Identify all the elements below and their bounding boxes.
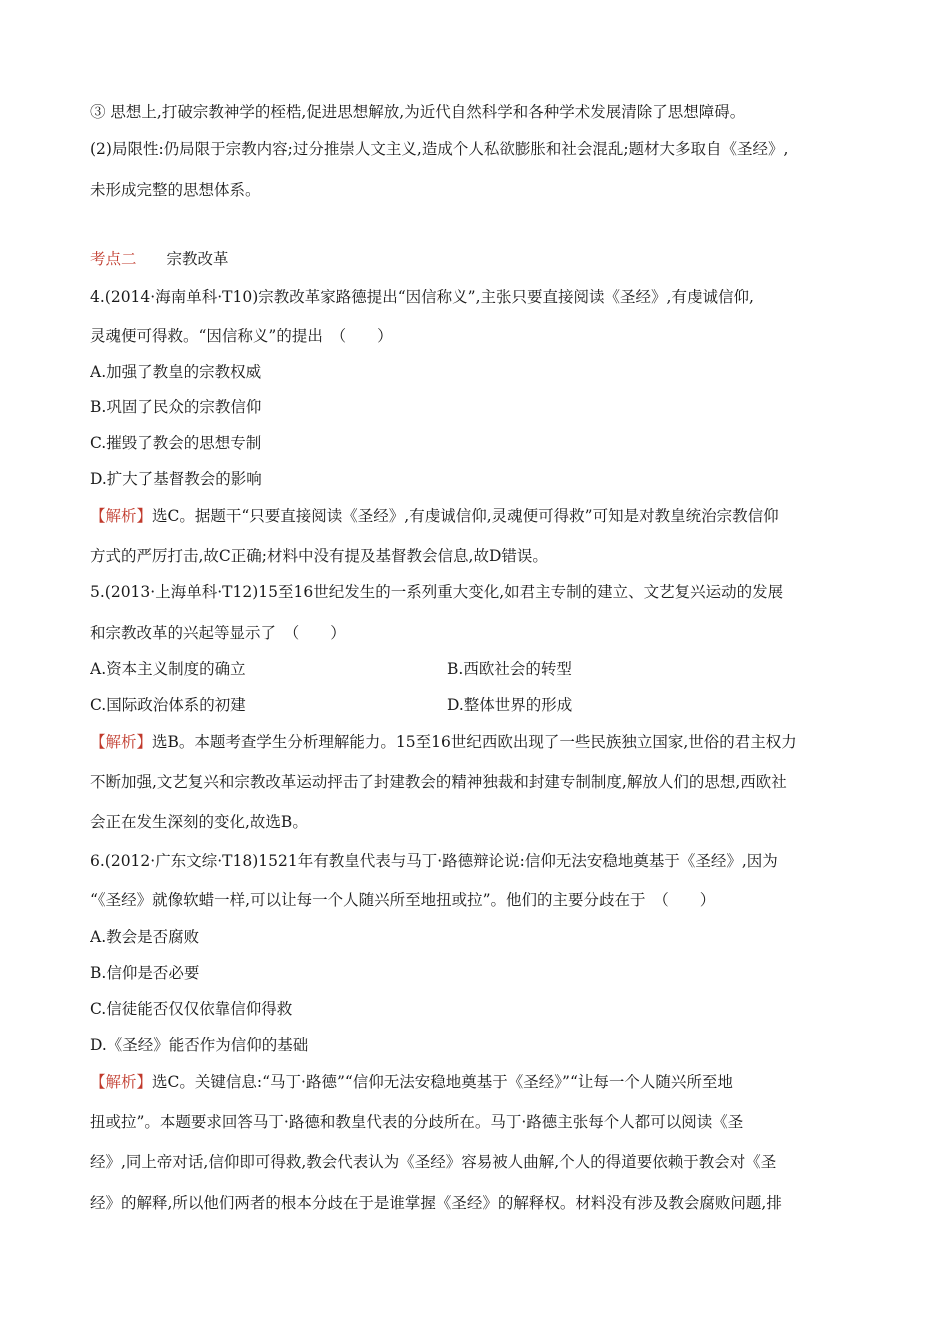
q5-answer-line3: 会正在发生深刻的变化,故选B。 bbox=[90, 813, 308, 831]
q5-option-b: B.西欧社会的转型 bbox=[447, 660, 572, 678]
analysis-tag: 【解析】 bbox=[90, 507, 153, 525]
q4-answer-line1 bbox=[90, 505, 870, 527]
q6-answer-text: 选C。关键信息:“马丁·路德”“信仰无法安稳地奠基于《圣经》”“让每一个人随兴所至地 bbox=[152, 1073, 733, 1091]
q5-option-c: C.国际政治体系的初建 bbox=[90, 696, 246, 714]
q5-options-row1 bbox=[90, 658, 870, 680]
q6-answer-line2: 扭或拉”。本题要求回答马丁·路德和教皇代表的分歧所在。马丁·路德主张每个人都可以阅读《圣 bbox=[90, 1113, 744, 1131]
q5-answer-line1 bbox=[90, 731, 870, 753]
q6-answer-line4: 经》的解释,所以他们两者的根本分歧在于是谁掌握《圣经》的解释权。材料没有涉及教会腐败问题,排 bbox=[90, 1194, 782, 1212]
paragraph-limitation-cont: 未形成完整的思想体系。 bbox=[90, 181, 261, 199]
q5-option-d: D.整体世界的形成 bbox=[447, 696, 573, 714]
q5-option-a: A.资本主义制度的确立 bbox=[90, 660, 246, 678]
q5-stem-line1: 5.(2013·上海单科·T12)15至16世纪发生的一系列重大变化,如君主专制的建立、文艺复兴运动的发展 bbox=[90, 583, 784, 601]
q4-stem-line2: 灵魂便可得救。“因信称义”的提出 （ ） bbox=[90, 327, 393, 345]
q4-answer-line2: 方式的严厉打击,故C正确;材料中没有提及基督教会信息,故D错误。 bbox=[90, 547, 548, 565]
q5-options-row2 bbox=[90, 694, 870, 716]
q6-answer-line1 bbox=[90, 1071, 870, 1093]
q6-stem-line1: 6.(2012·广东文综·T18)1521年有教皇代表与马丁·路德辩论说:信仰无法安稳地奠基于《圣经》,因为 bbox=[90, 852, 778, 870]
q5-stem-line2: 和宗教改革的兴起等显示了 （ ） bbox=[90, 624, 346, 642]
q6-stem-line2: “《圣经》就像软蜡一样,可以让每一个人随兴所至地扭或拉”。他们的主要分歧在于 （ ） bbox=[90, 891, 716, 909]
q4-answer-text: 选C。据题干“只要直接阅读《圣经》,有虔诚信仰,灵魂便可得救”可知是对教皇统治宗教信仰 bbox=[152, 507, 779, 525]
q5-answer-line2: 不断加强,文艺复兴和宗教改革运动抨击了封建教会的精神独裁和封建专制制度,解放人们的思想,西欧社 bbox=[90, 773, 787, 791]
section-heading bbox=[90, 248, 870, 270]
q6-option-d: D.《圣经》能否作为信仰的基础 bbox=[90, 1036, 309, 1054]
q4-option-c: C.摧毁了教会的思想专制 bbox=[90, 434, 262, 452]
section-label: 考点二 bbox=[90, 250, 137, 268]
q6-answer-line3: 经》,同上帝对话,信仰即可得救,教会代表认为《圣经》容易被人曲解,个人的得道要依赖于教会对《圣 bbox=[90, 1153, 777, 1171]
q6-option-c: C.信徒能否仅仅依靠信仰得救 bbox=[90, 1000, 293, 1018]
section-title: 宗教改革 bbox=[166, 250, 229, 268]
q6-option-b: B.信仰是否必要 bbox=[90, 964, 200, 982]
analysis-tag: 【解析】 bbox=[90, 1073, 153, 1091]
q4-option-a: A.加强了教皇的宗教权威 bbox=[90, 363, 262, 381]
q6-option-a: A.教会是否腐败 bbox=[90, 928, 200, 946]
paragraph-limitation: (2)局限性:仍局限于宗教内容;过分推崇人文主义,造成个人私欲膨胀和社会混乱;题材大多取自《圣经》, bbox=[90, 140, 789, 158]
q4-option-b: B.巩固了民众的宗教信仰 bbox=[90, 398, 262, 416]
analysis-tag: 【解析】 bbox=[90, 733, 153, 751]
q4-stem-line1: 4.(2014·海南单科·T10)宗教改革家路德提出“因信称义”,主张只要直接阅读《圣经》,有虔诚信仰, bbox=[90, 288, 754, 306]
q4-option-d: D.扩大了基督教会的影响 bbox=[90, 470, 262, 488]
q5-answer-text: 选B。本题考查学生分析理解能力。15至16世纪西欧出现了一些民族独立国家,世俗的君主权力 bbox=[152, 733, 797, 751]
paragraph-thought: ③ 思想上,打破宗教神学的桎梏,促进思想解放,为近代自然科学和各种学术发展清除了思想障碍。 bbox=[90, 103, 746, 121]
